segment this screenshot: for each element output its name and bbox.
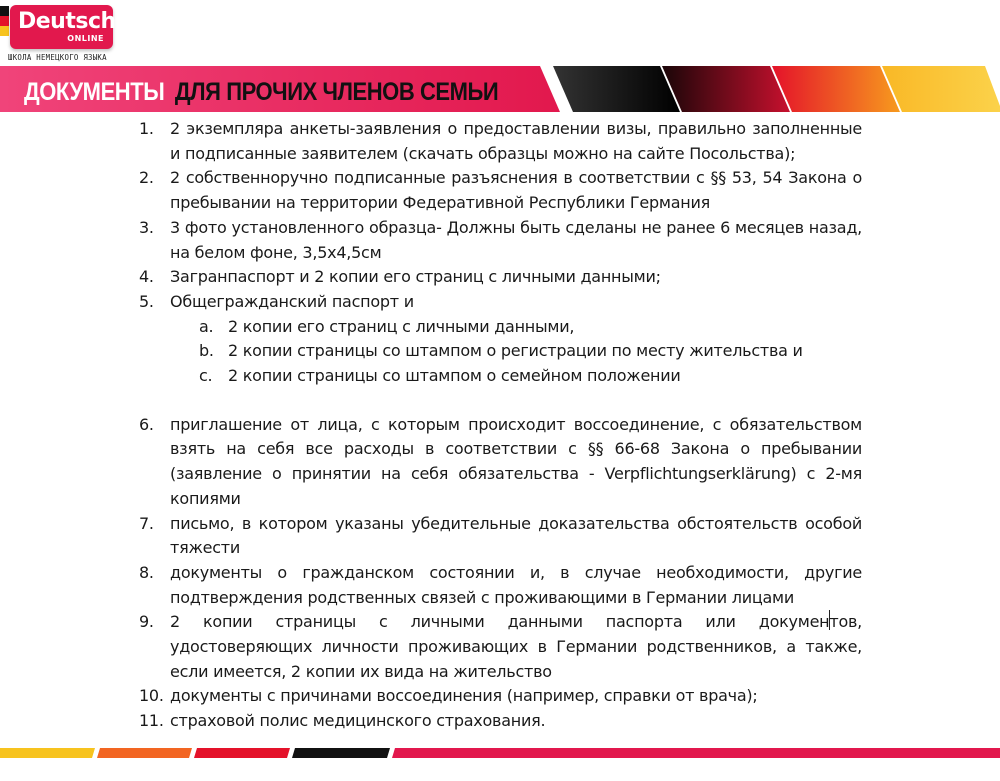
bottom-band-black: [292, 748, 390, 758]
bottom-band-red: [194, 748, 290, 758]
list-item-number: 9.: [139, 612, 154, 632]
list-item-number: 2.: [139, 168, 154, 188]
list-item-text: 2 собственноручно подписанные разъяснения в соответствии с §§ 53, 54 Закона о пребывании на территории Федеративной Республики Германия: [170, 168, 862, 213]
logo-text: Deutsch: [18, 9, 116, 34]
list-item-number: 1.: [139, 119, 154, 138]
sub-list-item-text: 2 копии страницы со штампом о семейном положении: [228, 366, 681, 386]
bottom-band-pink: [392, 748, 1000, 758]
list-item-text: Общегражданский паспорт и: [170, 291, 414, 311]
logo-subtext: ONLINE: [67, 34, 104, 43]
list-item-text: письмо, в котором указаны убедительные доказательства обстоятельств особой тяжести: [170, 513, 862, 558]
page-title-part2: ДЛЯ ПРОЧИХ ЧЛЕНОВ СЕМЬИ: [174, 78, 499, 106]
logo: [10, 5, 116, 49]
list-spacer: [170, 389, 862, 413]
list-item: [139, 512, 862, 561]
list-item: [139, 166, 862, 215]
sub-list-item-letter: b.: [199, 341, 214, 361]
list-item-text: приглашение от лица, с которым происходит воссоединение, с обязательством взять на себя все расходы в соответствии с §§ 66-68 Закона о пребывании (заявление о принятии на себя обязательства - Verpflichtungserklärung) с 2-мя копиями: [170, 414, 862, 508]
list-item: [139, 290, 862, 389]
flag-stripe-yellow: [0, 26, 9, 36]
list-item-text-before-cursor: 2 копии страницы с личными данными паспорта или докумен: [170, 612, 830, 632]
list-item: [139, 265, 862, 290]
list-item-number: 7.: [139, 513, 154, 533]
sub-list: [170, 315, 862, 389]
sub-list-item-text: 2 копии его страниц с личными данными,: [228, 316, 575, 336]
list-item: [139, 117, 862, 166]
header-band-black: [553, 66, 680, 112]
bottom-band-orange: [97, 748, 192, 758]
header-band-dark-red: [662, 66, 790, 112]
list-item: [139, 709, 862, 734]
documents-list: [139, 117, 862, 734]
flag-stripe-black: [0, 6, 9, 16]
bottom-band: [0, 748, 1000, 758]
list-item: [139, 561, 862, 610]
list-item-number: 11.: [139, 711, 164, 731]
list-item: [139, 610, 862, 684]
list-item-text-after-cursor: тов, удостоверяющих личности проживающих в Германии родственников, а также, если имеется, 2 копии их вида на жительство: [170, 612, 862, 681]
list-item-text: 3 фото установленного образца- Должны быть сделаны не ранее 6 месяцев назад, на белом фоне, 3,5х4,5см: [170, 217, 862, 262]
list-item-number: 5.: [139, 291, 154, 311]
header-band-yellow: [882, 66, 1000, 112]
sub-list-item: [170, 339, 862, 364]
sub-list-item: [170, 315, 862, 340]
list-item-number: 3.: [139, 217, 154, 237]
list-item: [139, 413, 862, 512]
list-item-text: документы о гражданском состоянии и, в случае необходимости, другие подтверждения родственных связей с проживающими в Германии лицами: [170, 562, 862, 607]
list-item-number: 10.: [139, 686, 164, 706]
list-item-text: документы с причинами воссоединения (например, справки от врача);: [170, 686, 758, 706]
sub-list-item-letter: a.: [199, 316, 214, 336]
list-item-text: Загранпаспорт и 2 копии его страниц с личными данными;: [170, 267, 661, 287]
bottom-band-yellow: [0, 748, 95, 758]
list-item: [139, 684, 862, 709]
list-item-number: 8.: [139, 562, 154, 582]
sub-list-item: [170, 364, 862, 389]
list-item-text: 2 экземпляра анкеты-заявления о предоставлении визы, правильно заполненные и подписанные заявителем (скачать образцы можно на сайте Посольства);: [170, 119, 862, 163]
page-title-part1: ДОКУМЕНТЫ: [24, 78, 165, 106]
list-item-number: 4.: [139, 267, 154, 287]
logo-tagline: ШКОЛА НЕМЕЦКОГО ЯЗЫКА: [8, 53, 107, 62]
sub-list-item-letter: c.: [199, 366, 213, 386]
list-item: [139, 216, 862, 265]
flag-stripe-red: [0, 16, 9, 26]
page-title: [24, 78, 498, 107]
list-item-text: страховой полис медицинского страхования.: [170, 711, 546, 731]
list-item-number: 6.: [139, 414, 154, 434]
sub-list-item-text: 2 копии страницы со штампом о регистрации по месту жительства и: [228, 341, 803, 361]
header-band-orange: [772, 66, 900, 112]
